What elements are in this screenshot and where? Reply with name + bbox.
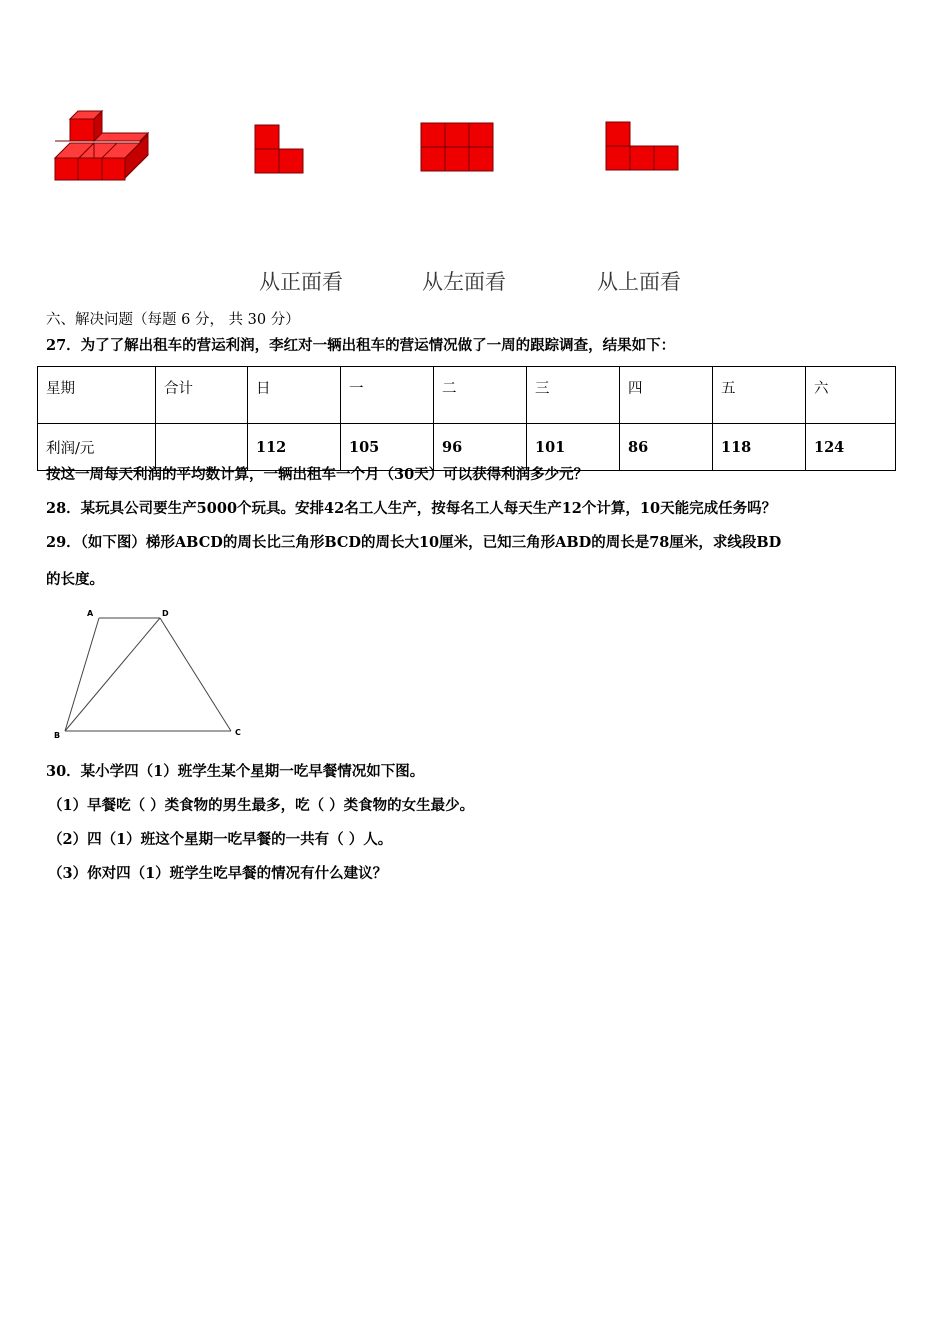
q30-stem: 30．某小学四（1）班学生某个星期一吃早餐情况如下图。 — [46, 763, 425, 780]
vertex-b-label: B — [54, 731, 61, 740]
table-header-cell: 五 — [713, 367, 806, 424]
left-view-label: 从左面看 — [422, 270, 506, 294]
value-cell: 96 — [434, 424, 527, 471]
table-header-cell: 合计 — [156, 367, 248, 424]
profit-table — [37, 366, 896, 471]
value-cell: 105 — [341, 424, 434, 471]
table-header-cell: 四 — [620, 367, 713, 424]
cube-solid-figure — [50, 108, 155, 186]
row-label-cell: 利润/元 — [38, 424, 156, 471]
q29-line1: 29．（如下图）梯形ABCD的周长比三角形BCD的周长大10厘米，已知三角形ABD的周长是78厘米，求线段BD — [46, 534, 782, 551]
q30-sub1: （1）早餐吃（ ）类食物的男生最多，吃（ ）类食物的女生最少。 — [48, 797, 475, 814]
value-cell: 86 — [620, 424, 713, 471]
table-header-cell: 一 — [341, 367, 434, 424]
total-cell — [156, 424, 248, 471]
value-cell: 101 — [527, 424, 620, 471]
q30-sub2: （2）四（1）班这个星期一吃早餐的一共有（ ）人。 — [48, 831, 393, 848]
section-title: 六、解决问题（每题 6 分， 共 30 分） — [46, 312, 300, 328]
q29-line2: 的长度。 — [46, 571, 104, 588]
table-header-row — [38, 367, 896, 424]
q28-text: 28．某玩具公司要生产5000个玩具。安排42名工人生产，按每名工人每天生产12个计算，10天能完成任务吗？ — [46, 500, 777, 517]
table-header-cell: 星期 — [38, 367, 156, 424]
table-header-cell: 六 — [806, 367, 896, 424]
vertex-d-label: D — [162, 609, 169, 618]
vertex-c-label: C — [235, 728, 241, 737]
value-cell: 112 — [248, 424, 341, 471]
table-header-cell: 日 — [248, 367, 341, 424]
left-view-figure — [420, 122, 496, 174]
value-cell: 118 — [713, 424, 806, 471]
table-row — [38, 424, 896, 471]
table-header-cell: 三 — [527, 367, 620, 424]
q27-stem: 27．为了了解出租车的营运利润，李红对一辆出租车的营运情况做了一周的跟踪调查，结果如下： — [46, 337, 676, 354]
table-header-cell: 二 — [434, 367, 527, 424]
top-view-figure — [605, 121, 681, 173]
q30-sub3: （3）你对四（1）班学生吃早餐的情况有什么建议？ — [48, 865, 388, 882]
value-cell: 124 — [806, 424, 896, 471]
top-view-label: 从上面看 — [597, 270, 681, 294]
trapezoid-figure — [50, 604, 250, 744]
front-view-figure — [254, 124, 306, 176]
q27-question: 按这一周每天利润的平均数计算，一辆出租车一个月（30天）可以获得利润多少元？ — [46, 466, 589, 483]
front-view-label: 从正面看 — [259, 270, 343, 294]
vertex-a-label: A — [87, 609, 94, 618]
